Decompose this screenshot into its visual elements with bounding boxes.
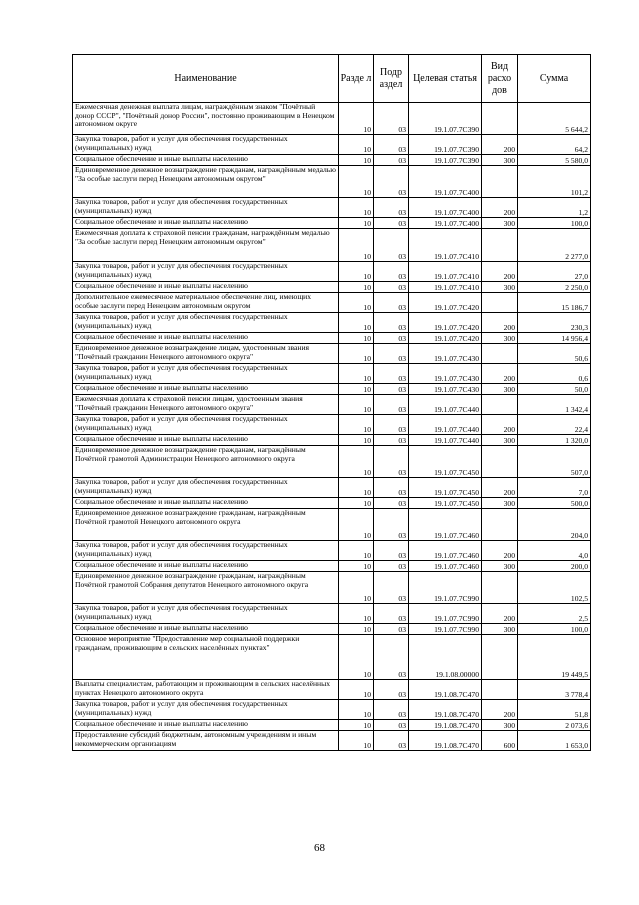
- row-podrazdel: 03: [374, 282, 409, 293]
- row-vid: [482, 344, 518, 364]
- row-target: 19.1.08.7С470: [409, 731, 482, 751]
- row-target: 19.1.07.7С420: [409, 333, 482, 344]
- row-sum: 27,0: [518, 262, 591, 282]
- table-row: [73, 103, 591, 135]
- row-razdel: 10: [339, 624, 374, 635]
- row-name: Дополнительное ежемесячное материальное обеспечение лиц, имеющих особые заслуги перед Ненецким автономным округом: [73, 293, 339, 313]
- row-razdel: 10: [339, 731, 374, 751]
- table-row: [73, 282, 591, 293]
- row-podrazdel: 03: [374, 313, 409, 333]
- row-razdel: 10: [339, 720, 374, 731]
- row-name: Единовременное денежное вознаграждение гражданам, награждённым медалью "За особые заслуги перед Ненецким автономным округом": [73, 166, 339, 198]
- row-podrazdel: 03: [374, 604, 409, 624]
- row-sum: 507,0: [518, 446, 591, 478]
- row-name: Закупка товаров, работ и услуг для обеспечения государственных (муниципальных) нужд: [73, 364, 339, 384]
- row-vid: [482, 395, 518, 415]
- row-name: Единовременное денежное вознаграждение гражданам, награждённым Почётной грамотой Собрания депутатов Ненецкого автономного округа: [73, 572, 339, 604]
- row-sum: 50,0: [518, 384, 591, 395]
- row-target: 19.1.08.7С470: [409, 720, 482, 731]
- document-page: [72, 54, 590, 751]
- table-row: [73, 435, 591, 446]
- header-name: Наименование: [73, 55, 339, 103]
- table-row: [73, 680, 591, 700]
- row-sum: 1 342,4: [518, 395, 591, 415]
- table-row: [73, 135, 591, 155]
- row-target: 19.1.07.7С400: [409, 218, 482, 229]
- row-name: Закупка товаров, работ и услуг для обеспечения государственных (муниципальных) нужд: [73, 262, 339, 282]
- row-razdel: 10: [339, 344, 374, 364]
- table-row: [73, 364, 591, 384]
- header-podrazdel: Подр аздел: [374, 55, 409, 103]
- row-vid: [482, 166, 518, 198]
- row-sum: 102,5: [518, 572, 591, 604]
- row-name: Социальное обеспечение и иные выплаты населению: [73, 155, 339, 166]
- row-target: 19.1.07.7С430: [409, 364, 482, 384]
- row-vid: 200: [482, 198, 518, 218]
- table-row: [73, 384, 591, 395]
- row-name: Ежемесячная доплата к страховой пенсии лицам, удостоенным звания "Почётный гражданин Ненецкого автономного округа": [73, 395, 339, 415]
- row-vid: [482, 509, 518, 541]
- row-razdel: 10: [339, 541, 374, 561]
- row-podrazdel: 03: [374, 103, 409, 135]
- row-target: 19.1.07.7С990: [409, 572, 482, 604]
- row-target: 19.1.07.7С430: [409, 344, 482, 364]
- row-name: Социальное обеспечение и иные выплаты населению: [73, 333, 339, 344]
- table-row: [73, 198, 591, 218]
- row-razdel: 10: [339, 313, 374, 333]
- row-sum: 3 778,4: [518, 680, 591, 700]
- row-podrazdel: 03: [374, 218, 409, 229]
- row-vid: 200: [482, 262, 518, 282]
- row-razdel: 10: [339, 395, 374, 415]
- row-podrazdel: 03: [374, 635, 409, 680]
- table-row: [73, 635, 591, 680]
- row-sum: 0,6: [518, 364, 591, 384]
- row-vid: 200: [482, 135, 518, 155]
- row-podrazdel: 03: [374, 435, 409, 446]
- row-vid: 300: [482, 333, 518, 344]
- row-podrazdel: 03: [374, 478, 409, 498]
- row-target: 19.1.07.7С990: [409, 624, 482, 635]
- row-vid: 200: [482, 313, 518, 333]
- table-row: [73, 604, 591, 624]
- row-sum: 4,0: [518, 541, 591, 561]
- row-sum: 100,0: [518, 218, 591, 229]
- table-row: [73, 262, 591, 282]
- row-sum: 1 320,0: [518, 435, 591, 446]
- row-podrazdel: 03: [374, 395, 409, 415]
- row-name: Ежемесячная денежная выплата лицам, награждённым знаком "Почётный донор СССР", "Почётный донор России", постоянно проживающим в Ненецком автономном округе: [73, 103, 339, 135]
- row-name: Выплаты специалистам, работающим и проживающим в сельских населённых пунктах Ненецкого автономного округа: [73, 680, 339, 700]
- row-target: 19.1.07.7С400: [409, 198, 482, 218]
- row-sum: 2 073,6: [518, 720, 591, 731]
- row-vid: 300: [482, 282, 518, 293]
- row-sum: 101,2: [518, 166, 591, 198]
- row-razdel: 10: [339, 218, 374, 229]
- row-vid: 300: [482, 384, 518, 395]
- row-razdel: 10: [339, 103, 374, 135]
- table-row: [73, 478, 591, 498]
- row-podrazdel: 03: [374, 198, 409, 218]
- row-name: Социальное обеспечение и иные выплаты населению: [73, 435, 339, 446]
- row-razdel: 10: [339, 155, 374, 166]
- row-razdel: 10: [339, 135, 374, 155]
- row-target: 19.1.07.7С450: [409, 446, 482, 478]
- header-sum: Сумма: [518, 55, 591, 103]
- table-row: [73, 293, 591, 313]
- row-vid: [482, 229, 518, 262]
- row-razdel: 10: [339, 384, 374, 395]
- row-razdel: 10: [339, 478, 374, 498]
- row-target: 19.1.07.7С410: [409, 229, 482, 262]
- row-sum: 22,4: [518, 415, 591, 435]
- row-name: Социальное обеспечение и иные выплаты населению: [73, 282, 339, 293]
- row-podrazdel: 03: [374, 293, 409, 313]
- row-razdel: 10: [339, 498, 374, 509]
- row-sum: 5 644,2: [518, 103, 591, 135]
- row-podrazdel: 03: [374, 333, 409, 344]
- row-name: Закупка товаров, работ и услуг для обеспечения государственных (муниципальных) нужд: [73, 700, 339, 720]
- row-vid: 200: [482, 478, 518, 498]
- table-row: [73, 446, 591, 478]
- row-razdel: 10: [339, 635, 374, 680]
- row-vid: 300: [482, 218, 518, 229]
- row-vid: [482, 446, 518, 478]
- row-target: 19.1.07.7С410: [409, 282, 482, 293]
- row-razdel: 10: [339, 364, 374, 384]
- row-vid: [482, 572, 518, 604]
- row-vid: 200: [482, 364, 518, 384]
- table-header-row: [73, 55, 591, 103]
- row-razdel: 10: [339, 435, 374, 446]
- row-podrazdel: 03: [374, 262, 409, 282]
- row-sum: 19 449,5: [518, 635, 591, 680]
- row-razdel: 10: [339, 561, 374, 572]
- row-target: 19.1.07.7С460: [409, 509, 482, 541]
- row-name: Социальное обеспечение и иные выплаты населению: [73, 720, 339, 731]
- row-name: Единовременное денежное вознаграждение гражданам, награждённым Почётной грамотой Ненецкого автономного округа: [73, 509, 339, 541]
- row-podrazdel: 03: [374, 384, 409, 395]
- row-sum: 64,2: [518, 135, 591, 155]
- row-target: 19.1.07.7С400: [409, 166, 482, 198]
- row-podrazdel: 03: [374, 364, 409, 384]
- row-razdel: 10: [339, 604, 374, 624]
- row-razdel: 10: [339, 282, 374, 293]
- table-row: [73, 344, 591, 364]
- row-name: Единовременное денежное вознаграждение гражданам, награждённым Почётной грамотой Администрации Ненецкого автономного округа: [73, 446, 339, 478]
- row-name: Социальное обеспечение и иные выплаты населению: [73, 384, 339, 395]
- row-name: Социальное обеспечение и иные выплаты населению: [73, 218, 339, 229]
- row-target: 19.1.07.7С440: [409, 435, 482, 446]
- row-target: 19.1.07.7С440: [409, 415, 482, 435]
- row-sum: 1,2: [518, 198, 591, 218]
- table-row: [73, 572, 591, 604]
- row-target: 19.1.07.7С390: [409, 103, 482, 135]
- row-sum: 2 250,0: [518, 282, 591, 293]
- row-vid: [482, 680, 518, 700]
- row-sum: 51,8: [518, 700, 591, 720]
- row-name: Основное мероприятие "Предоставление мер социальной поддержки гражданам, проживающим в сельских населённых пунктах": [73, 635, 339, 680]
- row-sum: 2,5: [518, 604, 591, 624]
- header-vid: Вид расхо дов: [482, 55, 518, 103]
- table-row: [73, 333, 591, 344]
- row-vid: [482, 103, 518, 135]
- row-razdel: 10: [339, 229, 374, 262]
- row-target: 19.1.07.7С450: [409, 498, 482, 509]
- row-name: Ежемесячная доплата к страховой пенсии гражданам, награждённым медалью "За особые заслуги перед Ненецким автономным округом": [73, 229, 339, 262]
- row-sum: 15 186,7: [518, 293, 591, 313]
- table-row: [73, 229, 591, 262]
- row-podrazdel: 03: [374, 415, 409, 435]
- row-vid: [482, 293, 518, 313]
- table-row: [73, 395, 591, 415]
- row-name: Предоставление субсидий бюджетным, автономным учреждениям и иным некоммерческим организациям: [73, 731, 339, 751]
- table-row: [73, 720, 591, 731]
- row-sum: 200,0: [518, 561, 591, 572]
- row-target: 19.1.07.7С460: [409, 561, 482, 572]
- table-row: [73, 624, 591, 635]
- row-target: 19.1.08.7С470: [409, 680, 482, 700]
- row-podrazdel: 03: [374, 446, 409, 478]
- row-name: Социальное обеспечение и иные выплаты населению: [73, 498, 339, 509]
- row-sum: 2 277,0: [518, 229, 591, 262]
- row-podrazdel: 03: [374, 731, 409, 751]
- row-podrazdel: 03: [374, 498, 409, 509]
- row-razdel: 10: [339, 198, 374, 218]
- row-sum: 50,6: [518, 344, 591, 364]
- table-row: [73, 415, 591, 435]
- row-podrazdel: 03: [374, 229, 409, 262]
- row-sum: 5 580,0: [518, 155, 591, 166]
- row-target: 19.1.07.7С990: [409, 604, 482, 624]
- row-razdel: 10: [339, 166, 374, 198]
- row-sum: 500,0: [518, 498, 591, 509]
- row-vid: 300: [482, 561, 518, 572]
- row-podrazdel: 03: [374, 155, 409, 166]
- row-name: Социальное обеспечение и иные выплаты населению: [73, 624, 339, 635]
- row-target: 19.1.07.7С410: [409, 262, 482, 282]
- budget-table: [72, 54, 591, 751]
- table-row: [73, 561, 591, 572]
- row-target: 19.1.07.7С390: [409, 155, 482, 166]
- row-vid: 300: [482, 720, 518, 731]
- table-row: [73, 166, 591, 198]
- row-vid: 200: [482, 700, 518, 720]
- row-name: Закупка товаров, работ и услуг для обеспечения государственных (муниципальных) нужд: [73, 541, 339, 561]
- row-sum: 14 956,4: [518, 333, 591, 344]
- table-row: [73, 498, 591, 509]
- row-vid: [482, 635, 518, 680]
- row-podrazdel: 03: [374, 572, 409, 604]
- row-podrazdel: 03: [374, 541, 409, 561]
- table-row: [73, 541, 591, 561]
- row-razdel: 10: [339, 262, 374, 282]
- row-podrazdel: 03: [374, 720, 409, 731]
- header-target: Целевая статья: [409, 55, 482, 103]
- row-podrazdel: 03: [374, 624, 409, 635]
- table-row: [73, 731, 591, 751]
- table-row: [73, 313, 591, 333]
- row-podrazdel: 03: [374, 700, 409, 720]
- row-target: 19.1.07.7С420: [409, 313, 482, 333]
- row-podrazdel: 03: [374, 561, 409, 572]
- row-name: Закупка товаров, работ и услуг для обеспечения государственных (муниципальных) нужд: [73, 135, 339, 155]
- row-target: 19.1.08.7С470: [409, 700, 482, 720]
- row-razdel: 10: [339, 572, 374, 604]
- row-vid: 200: [482, 604, 518, 624]
- table-body: [73, 103, 591, 751]
- row-razdel: 10: [339, 333, 374, 344]
- row-sum: 1 653,0: [518, 731, 591, 751]
- table-row: [73, 218, 591, 229]
- header-razdel: Разде л: [339, 55, 374, 103]
- row-sum: 7,0: [518, 478, 591, 498]
- table-row: [73, 700, 591, 720]
- row-target: 19.1.08.00000: [409, 635, 482, 680]
- row-name: Социальное обеспечение и иные выплаты населению: [73, 561, 339, 572]
- row-sum: 204,0: [518, 509, 591, 541]
- row-name: Закупка товаров, работ и услуг для обеспечения государственных (муниципальных) нужд: [73, 198, 339, 218]
- table-row: [73, 509, 591, 541]
- row-name: Закупка товаров, работ и услуг для обеспечения государственных (муниципальных) нужд: [73, 604, 339, 624]
- row-name: Единовременное денежное вознаграждение лицам, удостоенным звания "Почётный гражданин Ненецкого автономного округа": [73, 344, 339, 364]
- row-target: 19.1.07.7С440: [409, 395, 482, 415]
- row-sum: 100,0: [518, 624, 591, 635]
- row-vid: 300: [482, 624, 518, 635]
- row-name: Закупка товаров, работ и услуг для обеспечения государственных (муниципальных) нужд: [73, 415, 339, 435]
- row-razdel: 10: [339, 680, 374, 700]
- row-target: 19.1.07.7С390: [409, 135, 482, 155]
- row-name: Закупка товаров, работ и услуг для обеспечения государственных (муниципальных) нужд: [73, 313, 339, 333]
- row-razdel: 10: [339, 415, 374, 435]
- row-vid: 200: [482, 415, 518, 435]
- row-podrazdel: 03: [374, 135, 409, 155]
- row-podrazdel: 03: [374, 344, 409, 364]
- row-razdel: 10: [339, 446, 374, 478]
- table-row: [73, 155, 591, 166]
- row-vid: 200: [482, 541, 518, 561]
- page-number: 68: [314, 842, 325, 854]
- row-vid: 600: [482, 731, 518, 751]
- row-razdel: 10: [339, 293, 374, 313]
- row-podrazdel: 03: [374, 166, 409, 198]
- row-target: 19.1.07.7С420: [409, 293, 482, 313]
- row-vid: 300: [482, 498, 518, 509]
- row-razdel: 10: [339, 700, 374, 720]
- row-podrazdel: 03: [374, 509, 409, 541]
- row-vid: 300: [482, 155, 518, 166]
- row-razdel: 10: [339, 509, 374, 541]
- row-target: 19.1.07.7С460: [409, 541, 482, 561]
- row-sum: 230,3: [518, 313, 591, 333]
- row-vid: 300: [482, 435, 518, 446]
- row-target: 19.1.07.7С430: [409, 384, 482, 395]
- row-target: 19.1.07.7С450: [409, 478, 482, 498]
- row-podrazdel: 03: [374, 680, 409, 700]
- row-name: Закупка товаров, работ и услуг для обеспечения государственных (муниципальных) нужд: [73, 478, 339, 498]
